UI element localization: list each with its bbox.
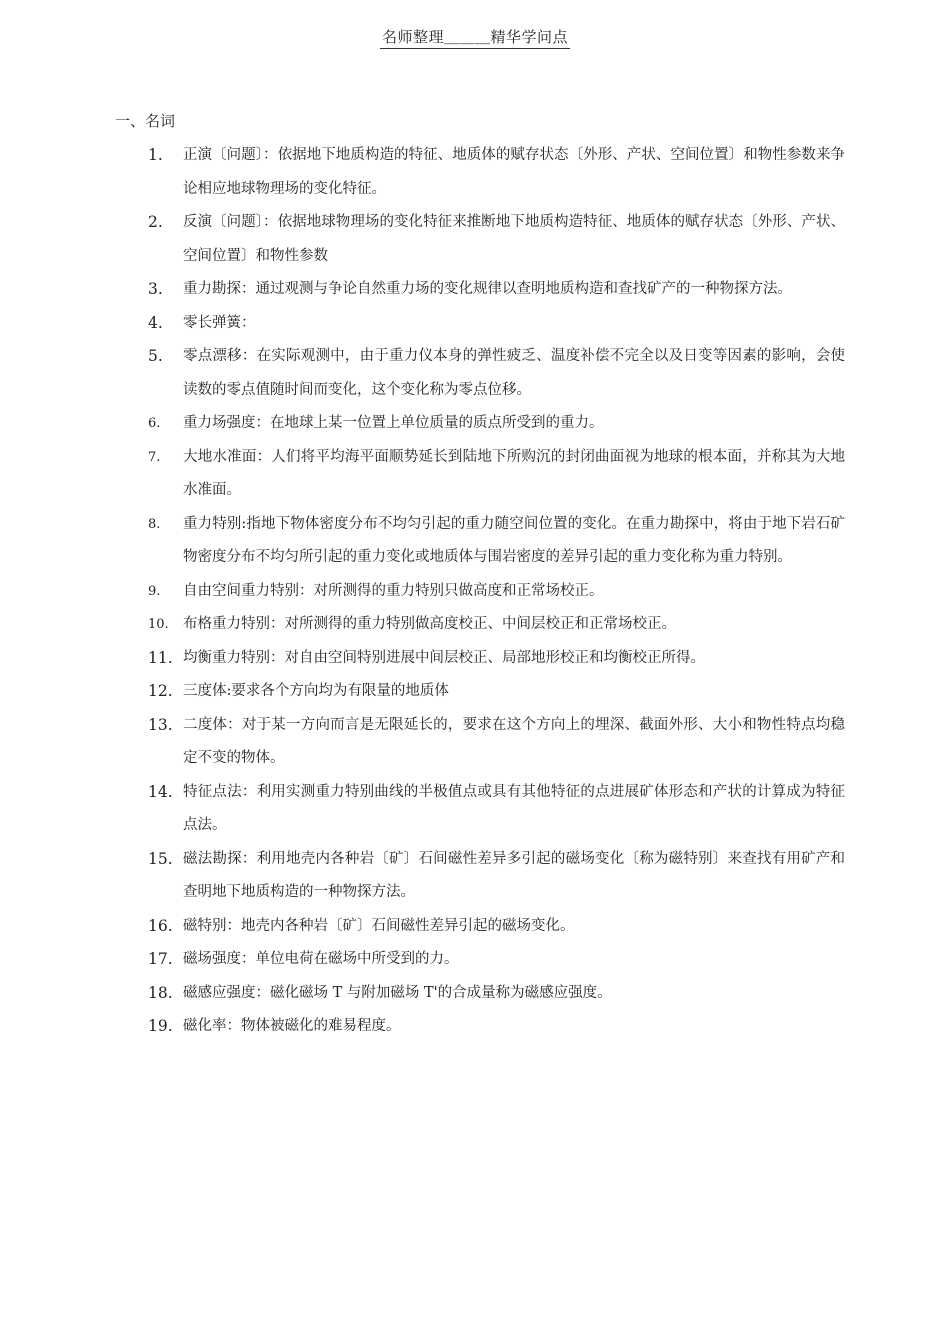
list-item <box>148 776 845 843</box>
item-number: 18. <box>148 983 173 1002</box>
item-number: 19. <box>148 1017 173 1035</box>
item-number: 14. <box>148 782 173 801</box>
header-title: 名师整理＿＿＿精华学问点 <box>380 26 570 49</box>
list-item <box>148 340 845 407</box>
item-text: 磁场强度：单位电荷在磁场中所受到的力。 <box>183 951 459 967</box>
item-text: 重力特别:指地下物体密度分布不均匀引起的重力随空间位置的变化。在重力勘探中，将由于地下岩石矿物密度分布不均匀所引起的重力变化或地质体与围岩密度的差异引起的重力变化称为重力特别。 <box>183 515 845 565</box>
list-item <box>148 843 845 910</box>
list-item <box>148 206 845 273</box>
item-number: 10. <box>148 617 169 632</box>
item-text: 二度体：对于某一方向而言是无限延长的，要求在这个方向上的埋深、截面外形、大小和物性特点均稳定不变的物体。 <box>183 716 845 766</box>
item-text: 三度体:要求各个方向均为有限量的地质体 <box>183 683 449 699</box>
item-text: 正演〔问题〕：依据地下地质构造的特征、地质体的赋存状态〔外形、产状、空间位置〕和物性参数来争论相应地球物理场的变化特征。 <box>183 147 845 197</box>
list-item <box>148 273 845 307</box>
item-number: 13. <box>148 715 173 734</box>
item-text: 重力场强度：在地球上某一位置上单位质量的质点所受到的重力。 <box>183 415 604 431</box>
item-number: 5. <box>148 347 163 365</box>
list-item <box>148 575 845 609</box>
item-number: 2. <box>148 213 163 231</box>
item-text: 磁法勘探：利用地壳内各种岩〔矿〕石间磁性差异多引起的磁场变化〔称为磁特别〕来查找有用矿产和查明地下地质构造的一种物探方法。 <box>183 850 845 900</box>
item-number: 3. <box>148 280 163 298</box>
list-item <box>148 441 845 508</box>
item-number: 4. <box>148 313 163 332</box>
item-text: 布格重力特别：对所测得的重力特别做高度校正、中间层校正和正常场校正。 <box>183 616 676 632</box>
item-text: 磁化率：物体被磁化的难易程度。 <box>183 1018 401 1034</box>
item-text: 大地水准面：人们将平均海平面顺势延长到陆地下所购沉的封闭曲面视为地球的根本面，并称其为大地水准面。 <box>183 448 845 498</box>
item-number: 17. <box>148 950 173 968</box>
item-number: 16. <box>148 916 173 935</box>
list-item <box>148 407 845 441</box>
item-text: 零点漂移：在实际观测中，由于重力仪本身的弹性疲乏、温度补偿不完全以及日变等因素的影响，会使读数的零点值随时间而变化，这个变化称为零点位移。 <box>183 348 845 398</box>
item-text: 磁感应强度：磁化磁场 T 与附加磁场 T'的合成量称为磁感应强度。 <box>183 984 612 1001</box>
item-text: 零长弹簧： <box>183 314 256 331</box>
item-text: 自由空间重力特别：对所测得的重力特别只做高度和正常场校正。 <box>183 582 604 599</box>
item-number: 11. <box>148 648 173 667</box>
item-text: 特征点法：利用实测重力特别曲线的半极值点或具有其他特征的点进展矿体形态和产状的计算成为特征点法。 <box>183 783 845 833</box>
item-number: 15. <box>148 849 173 868</box>
section-title: 一、名词 <box>115 112 176 130</box>
item-number: 1. <box>148 146 163 164</box>
list-item <box>148 910 845 944</box>
item-text: 反演〔问题〕：依据地球物理场的变化特征来推断地下地质构造特征、地质体的赋存状态〔外形、产状、空间位置〕和物性参数 <box>183 214 845 264</box>
item-number: 8. <box>148 516 161 532</box>
list-item <box>148 642 845 676</box>
item-number: 12. <box>148 682 173 700</box>
list-item <box>148 943 845 977</box>
list-item <box>148 709 845 776</box>
item-text: 磁特别：地壳内各种岩〔矿〕石间磁性差异引起的磁场变化。 <box>183 917 575 934</box>
item-text: 均衡重力特别：对自由空间特别进展中间层校正、局部地形校正和均衡校正所得。 <box>183 649 705 666</box>
item-number: 9. <box>148 583 161 599</box>
item-number: 7. <box>148 449 161 465</box>
list-item <box>148 139 845 206</box>
list-item <box>148 307 845 341</box>
item-number: 6. <box>148 416 161 431</box>
term-list <box>0 139 950 1044</box>
list-item <box>148 508 845 575</box>
page-header <box>0 26 950 49</box>
list-item <box>148 1010 845 1044</box>
item-text: 重力勘探：通过观测与争论自然重力场的变化规律以查明地质构造和查找矿产的一种物探方法。 <box>183 281 792 297</box>
list-item <box>148 675 845 709</box>
list-item <box>148 977 845 1011</box>
list-item <box>148 608 845 642</box>
